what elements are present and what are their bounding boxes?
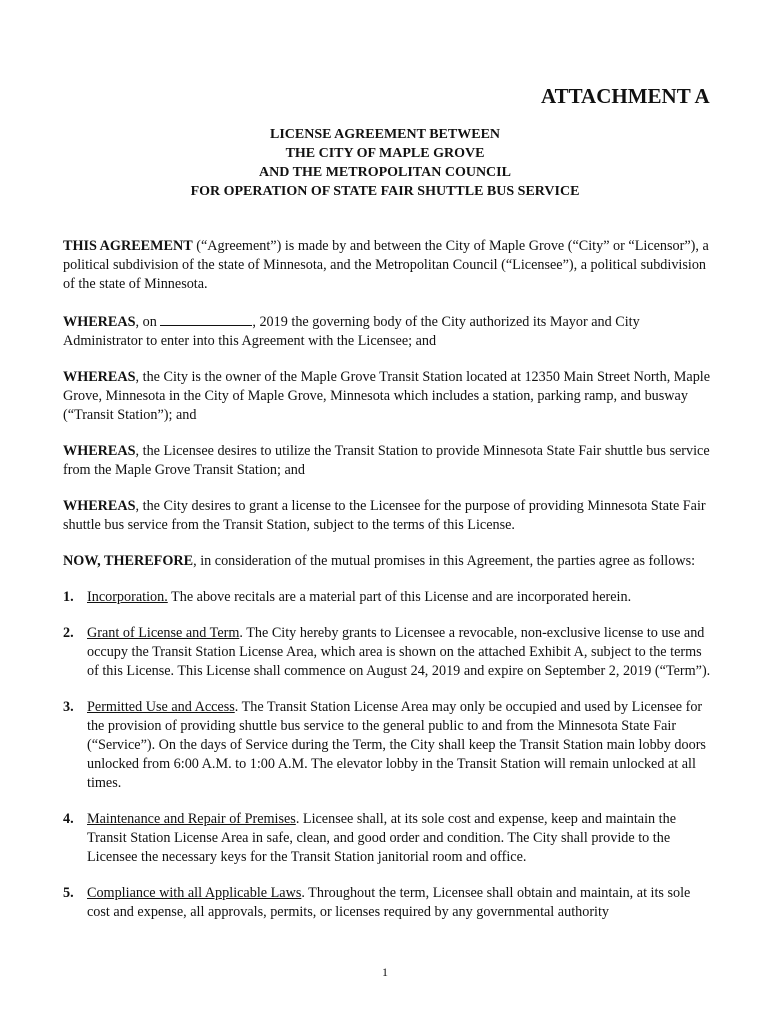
whereas-paragraph — [63, 368, 713, 425]
provision-item — [63, 810, 713, 867]
intro-paragraph — [63, 237, 713, 294]
intro-text: (“Agreement”) is made by and between the City of Maple Grove (“City” or “Licensor”), a political subdivision of the state of Minnesota, and the Metropolitan Council (“Licensee”), a political subdivision of the state of Minnesota. — [63, 238, 709, 292]
whereas-paragraph — [63, 497, 713, 535]
whereas-text: , 2019 the governing body of the City authorized its Mayor and City Administrator to enter into this Agreement with the Licensee; and — [63, 314, 640, 349]
provision-heading: Compliance with all Applicable Laws — [87, 885, 302, 901]
provision-item — [63, 884, 713, 922]
provision-heading: Permitted Use and Access — [87, 699, 235, 715]
provision-heading: Incorporation. — [87, 589, 168, 605]
whereas-lead: WHEREAS — [63, 314, 136, 330]
page-number: 1 — [382, 965, 388, 979]
whereas-lead: WHEREAS — [63, 369, 136, 385]
provision-heading: Grant of License and Term — [87, 625, 240, 641]
whereas-paragraph — [63, 311, 713, 351]
whereas-text: , on — [135, 314, 161, 330]
whereas-text: , the Licensee desires to utilize the Transit Station to provide Minnesota State Fair shuttle bus service from the Maple Grove Transit Station; and — [63, 443, 710, 478]
provision-item — [63, 698, 713, 793]
provision-item — [63, 624, 713, 681]
title-line: FOR OPERATION OF STATE FAIR SHUTTLE BUS SERVICE — [190, 184, 580, 199]
whereas-lead: WHEREAS — [63, 443, 136, 459]
provision-number: 3. — [63, 699, 74, 715]
document-body — [63, 237, 713, 939]
provision-text: . The City hereby grants to Licensee a revocable, non-exclusive license to use and occupy the Transit Station License Area, which area is shown on the attached Exhibit A, subject to the terms of this License. This License shall commence on August 24, 2019 and expire on September 2, 2019 (“Term”). — [87, 625, 711, 679]
whereas-lead: WHEREAS — [63, 498, 136, 514]
title-line: THE CITY OF MAPLE GROVE — [285, 146, 485, 161]
now-therefore-text: , in consideration of the mutual promises in this Agreement, the parties agree as follows: — [193, 553, 696, 569]
provision-text: The above recitals are a material part of this License and are incorporated herein. — [167, 589, 632, 605]
now-therefore-lead: NOW, THEREFORE — [63, 553, 194, 569]
provision-item — [63, 588, 713, 607]
provision-text: . The Transit Station License Area may only be occupied and used by Licensee for the provision of providing shuttle bus service to the general public to and from the Minnesota State Fair (“Service”). On the days of Service during the Term, the City shall keep the Transit Station main lobby doors unlocked from 6:00 A.M. to 1:00 A.M. The elevator lobby in the Transit Station will remain unlocked at all times. — [87, 699, 706, 791]
whereas-paragraph — [63, 442, 713, 480]
title-line: AND THE METROPOLITAN COUNCIL — [259, 165, 511, 180]
provision-number: 5. — [63, 885, 74, 901]
provision-text: . Licensee shall, at its sole cost and expense, keep and maintain the Transit Station License Area in safe, clean, and good order and condition. The City shall provide to the Licensee the necessary keys for the Transit Station janitorial room and office. — [87, 811, 676, 865]
attachment-label: ATTACHMENT A — [541, 84, 710, 108]
provision-text: . Throughout the term, Licensee shall obtain and maintain, at its sole cost and expense, all approvals, permits, or licenses required by any governmental authority — [87, 885, 691, 920]
title-line: LICENSE AGREEMENT BETWEEN — [269, 127, 501, 142]
numbered-provisions — [63, 588, 713, 922]
agreement-title — [0, 125, 770, 201]
provision-number: 4. — [63, 811, 74, 827]
provision-number: 1. — [63, 589, 74, 605]
whereas-text: , the City is the owner of the Maple Grove Transit Station located at 12350 Main Street North, Maple Grove, Minnesota in the City of Maple Grove, Minnesota which includes a station, parking ramp, and busway (“Transit Station”); and — [63, 369, 711, 423]
date-blank-line — [160, 311, 252, 326]
whereas-text: , the City desires to grant a license to the Licensee for the purpose of providing Minnesota State Fair shuttle bus service from the Transit Station, subject to the terms of this License. — [63, 498, 706, 533]
now-therefore-paragraph — [63, 552, 713, 571]
provision-number: 2. — [63, 625, 74, 641]
intro-lead: THIS AGREEMENT — [63, 238, 193, 254]
provision-heading: Maintenance and Repair of Premises — [87, 811, 296, 827]
